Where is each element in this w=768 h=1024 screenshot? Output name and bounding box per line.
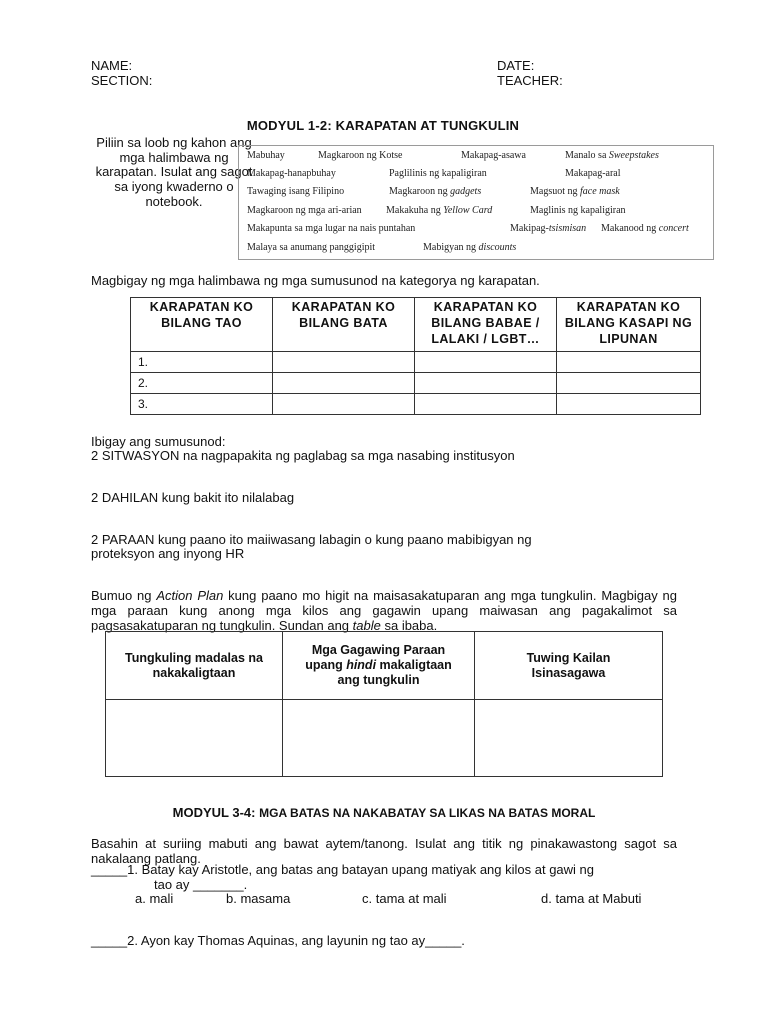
word-choice: Makapag-hanapbuhay xyxy=(247,168,336,179)
word-choice-italic: concert xyxy=(658,223,689,234)
paraan-prompt-line-1: 2 PARAAN kung paano ito maiiwasang labagin o kung paano mabibigyan ng xyxy=(91,532,532,547)
word-choice-italic: Sweepstakes xyxy=(608,150,659,161)
word-choice-text: Makakuha ng xyxy=(386,205,444,216)
word-choice xyxy=(389,186,481,198)
word-choices-box xyxy=(238,145,714,260)
answer-cell[interactable] xyxy=(557,394,701,415)
answer-cell[interactable] xyxy=(273,373,415,394)
word-choice-text: Magsuot ng xyxy=(530,186,580,197)
word-choice: Tawaging isang Filipino xyxy=(247,186,345,197)
ibigay-heading: Ibigay ang sumusunod: xyxy=(91,434,226,449)
word-choice: Maglinis ng kapaligiran xyxy=(530,205,626,216)
word-choice: Malaya sa anumang panggigipit xyxy=(247,242,376,253)
word-choice-text: Manalo sa xyxy=(565,150,609,161)
header-gagawing-paraan xyxy=(283,632,475,700)
word-choice-text: Mabigyan ng xyxy=(423,242,479,253)
word-choice-text: Magkaroon ng xyxy=(389,186,451,197)
word-choice xyxy=(530,186,620,198)
table-row xyxy=(131,394,701,415)
word-choice-text: Makanood ng xyxy=(601,223,659,234)
header-italic: hindi xyxy=(346,658,377,672)
name-label: NAME: xyxy=(91,58,133,73)
word-choice: Paglilinis ng kapaligiran xyxy=(389,168,487,179)
header-karapatan-lipunan: KARAPATAN KO BILANG KASAPI NG LIPUNAN xyxy=(557,298,701,352)
category-instruction: Magbigay ng mga halimbawa ng mga sumusunod na kategorya ng karapatan. xyxy=(91,273,540,288)
answer-cell[interactable] xyxy=(415,394,557,415)
question-2: _____2. Ayon kay Thomas Aquinas, ang layunin ng tao ay_____. xyxy=(91,933,465,948)
word-choice-italic: tsismisan xyxy=(548,223,587,234)
answer-cell[interactable] xyxy=(106,700,283,777)
question-1: _____1. Batay kay Aristotle, ang batas ang batayan upang matiyak ang kilos at gawi ng xyxy=(91,862,595,877)
answer-cell[interactable] xyxy=(557,352,701,373)
modyul-3-4-title xyxy=(0,805,768,820)
answer-cell[interactable] xyxy=(557,373,701,394)
action-plan-text: sa ibaba. xyxy=(380,618,438,633)
word-choice-italic: Yellow Card xyxy=(443,205,493,216)
header-karapatan-bata: KARAPATAN KO BILANG BATA xyxy=(273,298,415,352)
word-choice: Magkaroon ng Kotse xyxy=(318,150,403,161)
action-plan-instruction xyxy=(91,588,677,633)
header-tuwing-kailan-text: Tuwing Kailan Isinasagawa xyxy=(526,650,611,680)
word-choice: Mabuhay xyxy=(247,150,285,161)
header-karapatan-tao: KARAPATAN KO BILANG TAO xyxy=(131,298,273,352)
choice-a: a. mali xyxy=(135,891,174,906)
action-plan-italic: table xyxy=(352,618,381,633)
word-choice: Makapag-asawa xyxy=(461,150,526,161)
dahilan-prompt: 2 DAHILAN kung bakit ito nilalabag xyxy=(91,490,295,505)
table-row xyxy=(106,700,663,777)
answer-cell[interactable] xyxy=(415,373,557,394)
choice-c: c. tama at mali xyxy=(362,891,447,906)
table-header-row xyxy=(106,632,663,700)
answer-cell[interactable] xyxy=(283,700,475,777)
header-tungkulin xyxy=(106,632,283,700)
answer-cell[interactable] xyxy=(273,394,415,415)
word-choice-italic: gadgets xyxy=(450,186,482,197)
teacher-label: TEACHER: xyxy=(497,73,563,88)
word-choice xyxy=(423,242,516,254)
section-label: SECTION: xyxy=(91,73,153,88)
header-gagawing-paraan-text xyxy=(283,643,474,688)
choice-d: d. tama at Mabuti xyxy=(541,891,642,906)
table-row xyxy=(131,373,701,394)
action-plan-text: Bumuo ng xyxy=(91,588,157,603)
action-plan-text: kung paano mo higit na maisasakatuparan ang mga tungkulin. Magbigay ng mga paraan kung anong mga kilos ang gagawin upang maiwasan ang pagakalimot sa pagsasakatuparan ng tungkulin. Sundan ang xyxy=(91,588,678,633)
word-choice xyxy=(565,150,659,162)
sitwasyon-prompt: 2 SITWASYON na nagpapakita ng paglabag sa mga nasabing institusyon xyxy=(91,448,515,463)
row-number: 2. xyxy=(131,373,273,394)
question-1-continuation: tao ay _______. xyxy=(154,877,248,892)
word-choice: Makapunta sa mga lugar na nais puntahan xyxy=(247,223,416,234)
answer-cell[interactable] xyxy=(475,700,663,777)
header-text: Mga Gagawing Paraan upang xyxy=(305,643,446,672)
modyul-3-4-title-prefix: MODYUL 3-4: xyxy=(172,805,260,820)
header-text: makaligtaan ang tungkulin xyxy=(337,658,452,687)
word-choice xyxy=(510,223,586,235)
word-choice xyxy=(386,205,492,217)
word-choice-italic: discounts xyxy=(478,242,517,253)
header-karapatan-kasarian: KARAPATAN KO BILANG BABAE / LALAKI / LGBT… xyxy=(415,298,557,352)
table-header-row xyxy=(131,298,701,352)
action-plan-italic: Action Plan xyxy=(156,588,224,603)
quiz-instruction: Basahin at suriing mabuti ang bawat aytem/tanong. Isulat ang titik ng pinakawastong sagot sa nakalaang patlang. xyxy=(91,836,677,866)
modyul-1-2-title-text: MODYUL 1-2: KARAPATAN AT TUNGKULIN xyxy=(246,118,520,133)
modyul-1-2-title xyxy=(0,118,768,133)
word-choice xyxy=(601,223,689,235)
header-tungkulin-text: Tungkuling madalas na nakakaligtaan xyxy=(125,650,263,680)
word-choice-text: Makipag- xyxy=(510,223,549,234)
word-choice: Magkaroon ng mga ari-arian xyxy=(247,205,362,216)
choice-b: b. masama xyxy=(226,891,291,906)
karapatan-table xyxy=(130,297,701,415)
row-number: 1. xyxy=(131,352,273,373)
modyul-3-4-title-text: MGA BATAS NA NAKABATAY SA LIKAS NA BATAS MORAL xyxy=(259,806,596,820)
row-number: 3. xyxy=(131,394,273,415)
paraan-prompt-line-2: proteksyon ang inyong HR xyxy=(91,546,245,561)
table-row xyxy=(131,352,701,373)
answer-cell[interactable] xyxy=(273,352,415,373)
word-choice: Makapag-aral xyxy=(565,168,621,179)
date-label: DATE: xyxy=(497,58,535,73)
action-plan-table xyxy=(105,631,663,777)
word-choice-italic: face mask xyxy=(580,186,620,197)
answer-cell[interactable] xyxy=(415,352,557,373)
word-box-instruction: Piliin sa loob ng kahon ang mga halimbawa ng karapatan. Isulat ang sagot sa iyong kwaderno o notebook. xyxy=(95,135,253,209)
header-tuwing-kailan xyxy=(475,632,663,700)
